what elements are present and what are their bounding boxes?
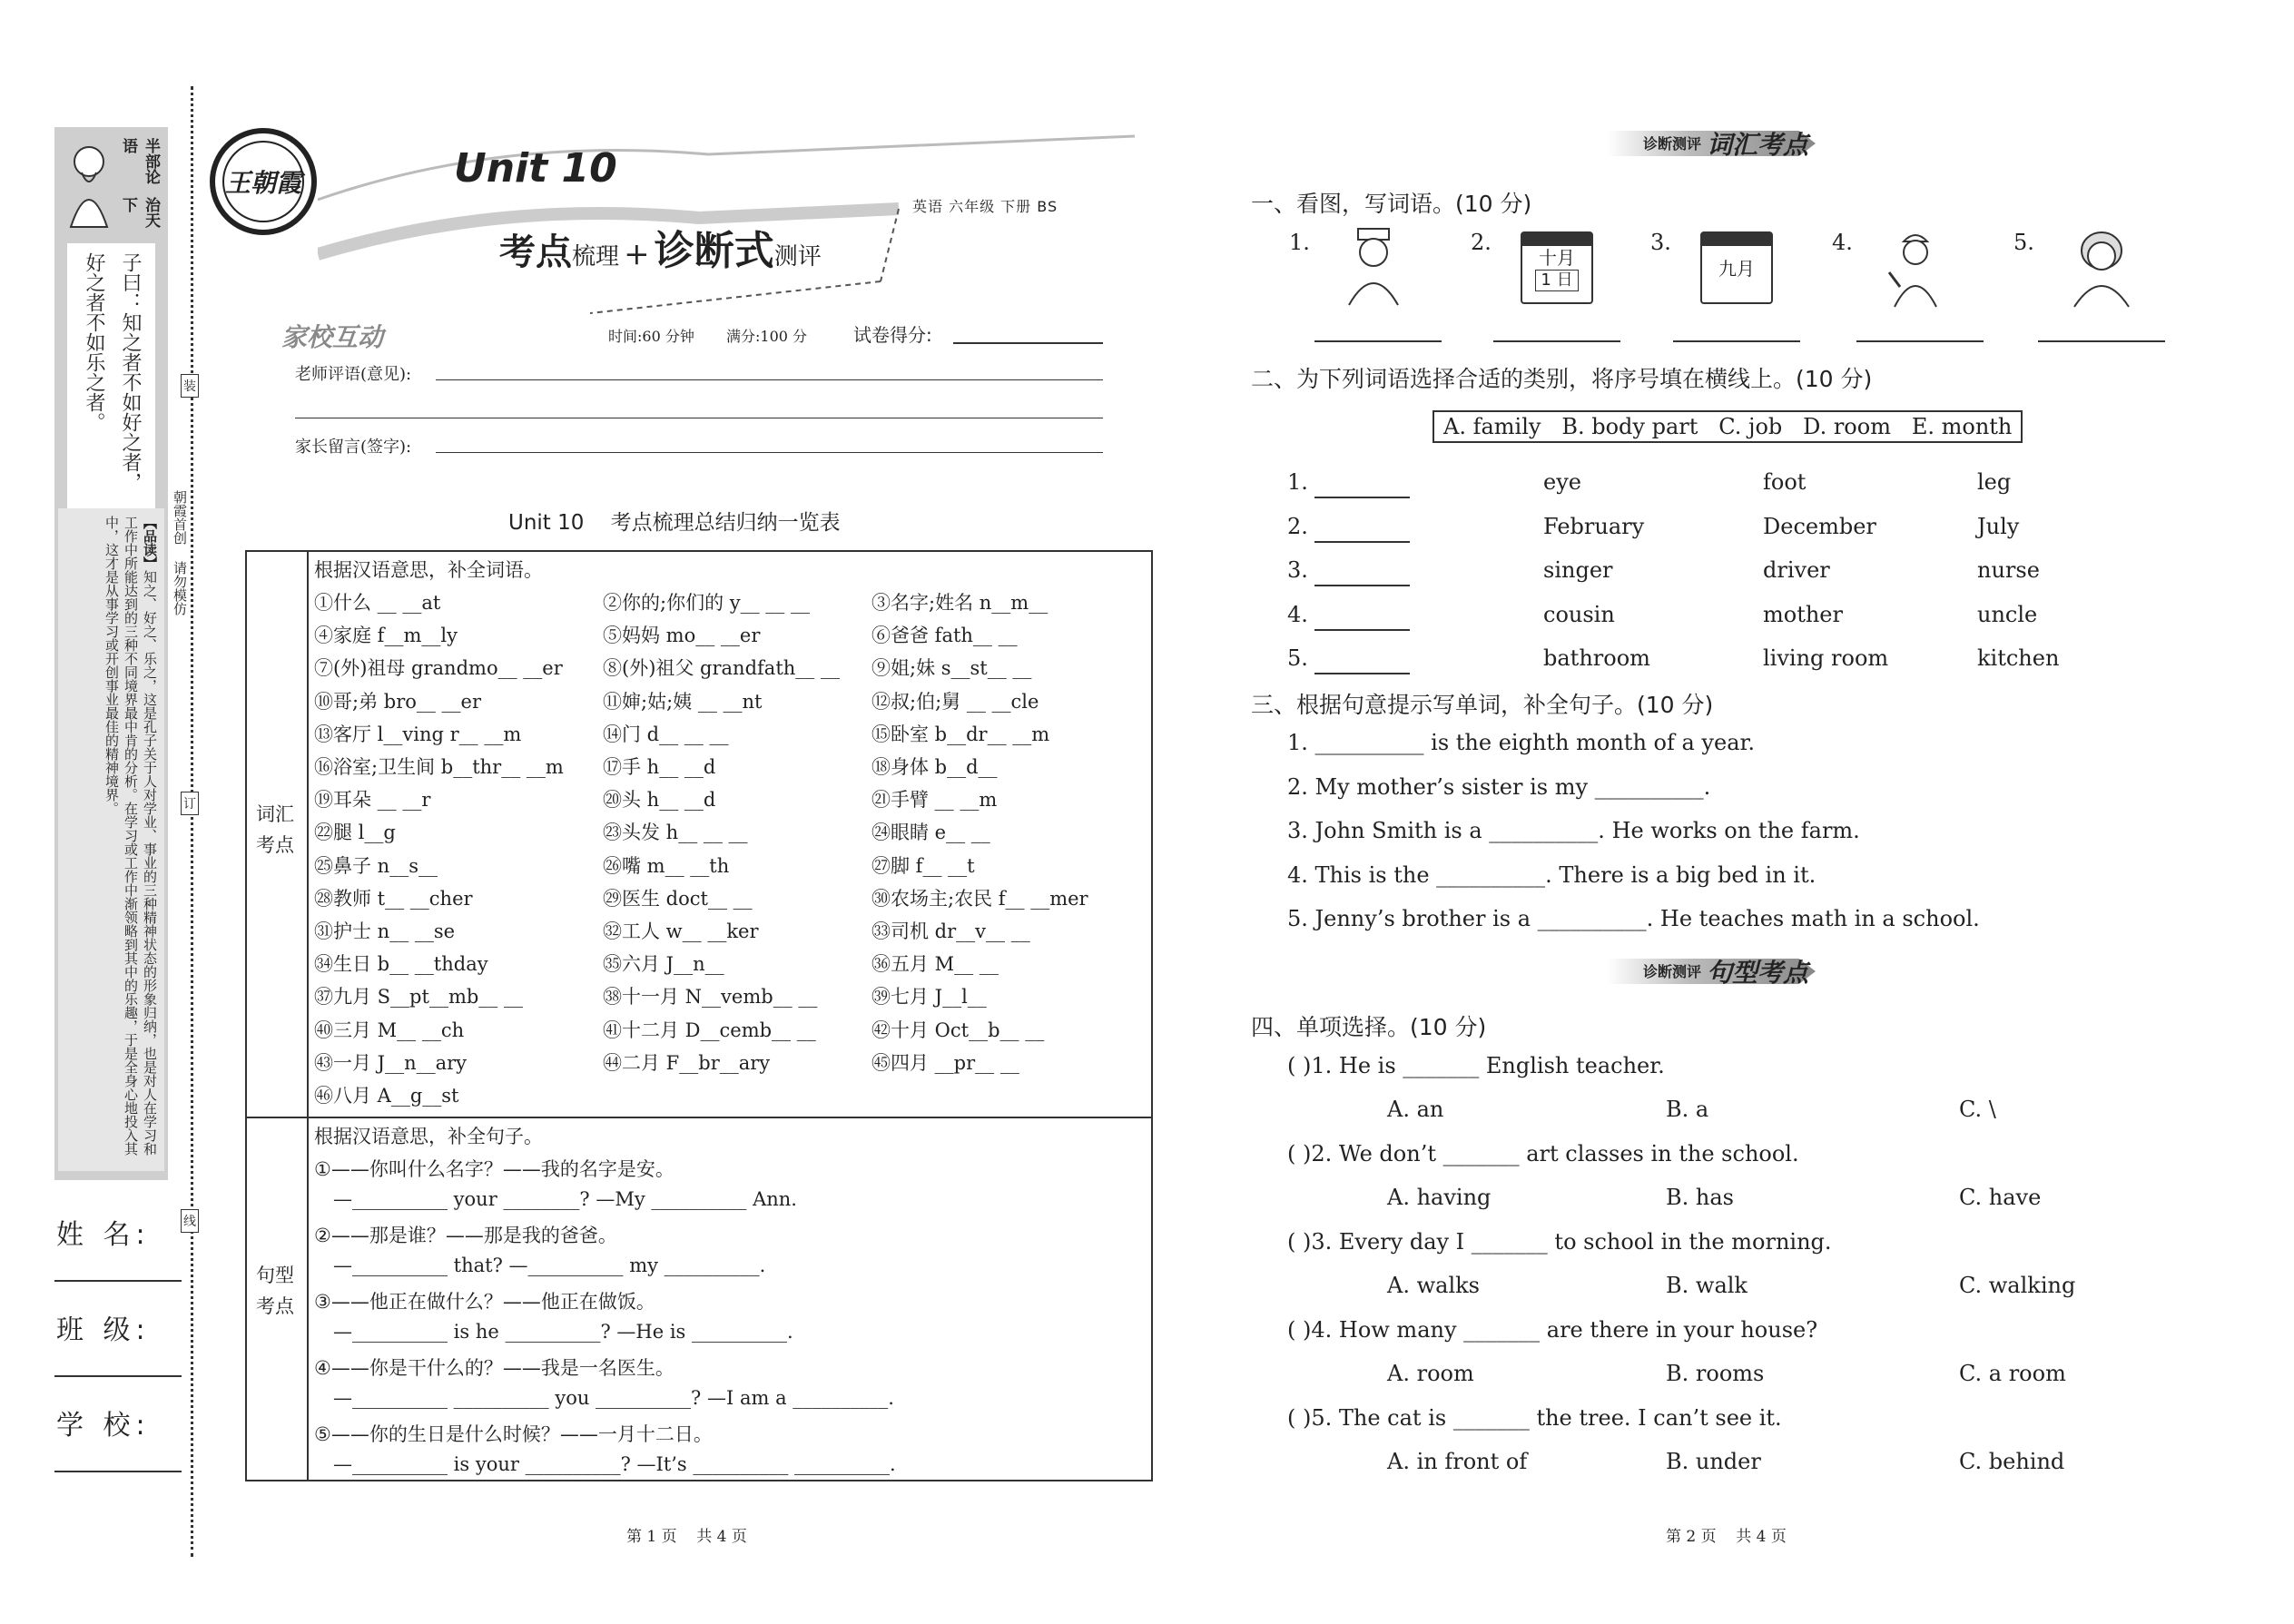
score-label: 试卷得分: (853, 324, 932, 346)
subtitle-b: 梳理 (572, 243, 620, 271)
fill-in-sentence: 5. Jenny’s brother is a __________. He teaches math in a school. (1287, 906, 1980, 931)
vocab-item: ⑩哥;弟 bro__ __er (314, 690, 482, 713)
category-answer-blank[interactable] (1314, 673, 1410, 674)
answer-line-1[interactable] (1314, 340, 1442, 342)
category-word: December (1763, 513, 1876, 539)
vocab-item: ②你的;你们的 y__ __ __ (603, 592, 810, 614)
vocab-item: ㊶十二月 D__cemb__ __ (603, 1019, 816, 1041)
choice-question: ( )2. We don’t _______ art classes in the school. (1287, 1141, 1799, 1166)
category-word: cousin (1543, 601, 1615, 627)
sentence-line: —__________ __________ you __________? —I am a __________. (333, 1386, 894, 1409)
vocab-item: ㉜工人 w__ __ker (603, 920, 759, 942)
full-score: 满分:100 分 (726, 328, 808, 345)
vocab-item: ⑧(外)祖父 grandfath__ __ (603, 657, 840, 680)
fill-in-sentence: 1. __________ is the eighth month of a year. (1287, 730, 1755, 755)
table-title: Unit 10 考点梳理总结归纳一览表 (508, 511, 841, 535)
quote-line-1: 子曰：知之者不如好之者， (119, 252, 142, 492)
category-word: July (1977, 513, 2020, 539)
vocab-item: ㊳十一月 N__vemb__ __ (603, 986, 818, 1009)
vocab-item: ㊱五月 M__ __ (871, 953, 999, 976)
choice-option-b[interactable]: B. rooms (1666, 1361, 1765, 1386)
pic-num-3: 3. (1650, 230, 1671, 255)
cut-mark-2: 订 (181, 792, 199, 815)
vocab-item: ㊻八月 A__g__st (314, 1085, 459, 1107)
cut-mark-3: 线 (181, 1209, 199, 1233)
name-field[interactable] (54, 1280, 182, 1282)
sentence-line: ③——他正在做什么？——他正在做饭。 (314, 1291, 655, 1313)
pic-num-2: 2. (1471, 230, 1492, 255)
choice-option-b[interactable]: B. walk (1666, 1273, 1748, 1298)
vocab-item: ㊷十月 Oct__b__ __ (871, 1019, 1045, 1041)
vocab-item: ㉑手臂 __ __m (871, 789, 998, 812)
sentence-instruction: 根据汉语意思，补全句子。 (314, 1126, 543, 1147)
vocab-item: ⑪婶;姑;姨 __ __nt (603, 690, 763, 713)
parent-comment-line[interactable] (436, 452, 1103, 453)
category-word: kitchen (1977, 645, 2060, 671)
choice-option-b[interactable]: B. has (1666, 1185, 1734, 1210)
category-word: nurse (1977, 557, 2040, 583)
confucius-illustration (62, 136, 116, 236)
choice-option-c[interactable]: C. behind (1959, 1449, 2065, 1474)
vocab-item: ㉗脚 f__ __t (871, 854, 975, 877)
vocab-item: ⑲耳朵 __ __r (314, 789, 431, 812)
logo-text: 王朝霞 (224, 168, 301, 198)
section-3-heading: 三、根据句意提示写单词，补全句子。(10 分) (1251, 692, 1714, 718)
vocab-item: ⑭门 d__ __ __ (603, 723, 729, 745)
school-field[interactable] (54, 1471, 182, 1472)
category-answer-blank[interactable] (1314, 541, 1410, 543)
vocab-item: ㉟六月 J__n__ (603, 953, 724, 976)
teacher-comment-line-1[interactable] (436, 379, 1103, 380)
choice-option-b[interactable]: B. under (1666, 1449, 1761, 1474)
class-field[interactable] (54, 1375, 182, 1377)
vocab-item: ㉒腿 l__g (314, 822, 396, 844)
page-subtitle (499, 218, 822, 276)
vocab-item: ㉖嘴 m__ __th (603, 854, 730, 877)
choice-question: ( )5. The cat is _______ the tree. I can’t see it. (1287, 1405, 1782, 1431)
vocab-item: ㉔眼睛 e__ __ (871, 822, 990, 844)
vocab-section-banner (1607, 125, 1834, 158)
choice-option-a[interactable]: A. an (1387, 1097, 1444, 1122)
fill-in-sentence: 3. John Smith is a __________. He works on the farm. (1287, 818, 1860, 843)
sentence-label: 句型 考点 (256, 1265, 294, 1317)
choice-question: ( )4. How many _______ are there in your house? (1287, 1317, 1818, 1343)
name-label: 姓 名: (56, 1219, 151, 1251)
section-2-heading: 二、为下列词语选择合适的类别，将序号填在横线上。(10 分) (1251, 366, 1873, 392)
commentary-label: 【品读】 (142, 516, 158, 570)
row-number: 2. (1287, 513, 1308, 539)
vocab-item: ⑱身体 b__d__ (871, 756, 998, 778)
vocab-item: ㊵三月 M__ __ch (314, 1019, 465, 1041)
choice-option-c[interactable]: C. a room (1959, 1361, 2066, 1386)
choice-option-b[interactable]: B. a (1666, 1097, 1709, 1122)
category-word: eye (1543, 469, 1581, 495)
vocab-item: ⑳头 h__ __d (603, 789, 716, 812)
strip-title-2: 治天下 (119, 196, 160, 228)
commentary-box (58, 508, 164, 1171)
unit-title: Unit 10 (454, 145, 617, 192)
vocab-item: ①什么 __ __at (314, 592, 441, 614)
choice-option-c[interactable]: C. \ (1959, 1097, 1996, 1122)
side-copyright: 朝霞首创 请勿模仿 (172, 490, 188, 615)
category-answer-blank[interactable] (1314, 497, 1410, 498)
answer-line-5[interactable] (2038, 340, 2165, 342)
vocab-item: ㉕鼻子 n__s__ (314, 854, 438, 877)
vocab-item: ⑥爸爸 fath__ __ (871, 625, 1018, 647)
page-footer-2: 第 2 页 共 4 页 (1666, 1528, 1787, 1546)
vocab-item: ③名字;姓名 n__m__ (871, 592, 1049, 614)
cal1-month: 十月 (1539, 247, 1575, 269)
subtitle-c: 诊断式 (654, 228, 774, 274)
commentary-text: 知之、好之、乐之，这是孔子关于人对学业、事业的三种精神状态的形象归纳，也是对人在学习和工作中所能达到的三种不同境界最中肯的分析。在学习或工作中渐领略到其中的乐趣，于是全身心地投入其中，这才是从事学习或开创事业最佳的精神境界。 (103, 516, 158, 1156)
book-meta: 英语 六年级 下册 BS (912, 198, 1058, 215)
category-word: bathroom (1543, 645, 1650, 671)
row-number: 3. (1287, 557, 1308, 583)
vocab-instruction: 根据汉语意思，补全词语。 (314, 559, 543, 581)
pic-num-4: 4. (1832, 230, 1853, 255)
home-school-label: 家校互动 (281, 322, 384, 352)
choice-option-a[interactable]: A. in front of (1387, 1449, 1528, 1474)
sentence-section-banner (1607, 953, 1834, 986)
answer-line-3[interactable] (1673, 340, 1800, 342)
summary-table (245, 550, 1153, 1481)
choice-option-c[interactable]: C. walking (1959, 1273, 2076, 1298)
vocab-item: ⑬客厅 l__ving r__ __m (314, 723, 522, 745)
cal2-month: 九月 (1718, 258, 1755, 280)
category-word: mother (1763, 601, 1843, 627)
category-word: living room (1763, 645, 1889, 671)
choice-question: ( )3. Every day I _______ to school in the morning. (1287, 1229, 1832, 1255)
sentence-line: ②——那是谁？——那是我的爸爸。 (314, 1225, 617, 1246)
choice-question: ( )1. He is _______ English teacher. (1287, 1053, 1665, 1078)
vocab-item: ㊴七月 J__l__ (871, 986, 987, 1009)
banner2-title: 句型考点 (1707, 958, 1809, 988)
parent-comment-label: 家长留言(签字): (295, 438, 412, 457)
row-number: 1. (1287, 469, 1308, 495)
vocab-item: ㊸一月 J__n__ary (314, 1051, 468, 1074)
vocab-item: ⑦(外)祖母 grandmo__ __er (314, 657, 563, 680)
category-options-box: A. family B. body part C. job D. room E. month (1433, 410, 2023, 443)
vocab-item: ㉓头发 h__ __ __ (603, 822, 748, 844)
binding-dotted-line (191, 86, 193, 1557)
category-word: foot (1763, 469, 1807, 495)
banner1-label: 诊断测评 (1643, 135, 1702, 153)
vocab-item: ㉝司机 dr__v__ __ (871, 920, 1030, 942)
row-number: 5. (1287, 645, 1308, 671)
vocab-item: ⑨姐;妹 s__st__ __ (871, 657, 1032, 680)
category-word: February (1543, 513, 1645, 539)
sentence-line: ①——你叫什么名字？——我的名字是安。 (314, 1158, 674, 1180)
calendar-sep (1700, 231, 1773, 304)
answer-line-2[interactable] (1493, 340, 1620, 342)
school-label: 学 校: (56, 1410, 151, 1442)
pic-num-1: 1. (1289, 230, 1310, 255)
left-strip (54, 127, 168, 1180)
teacher-comment-label: 老师评语(意见): (295, 365, 412, 384)
sentence-line: —__________ that? —__________ my __________. (333, 1254, 766, 1276)
sentence-line: ⑤——你的生日是什么时候？——一月十二日。 (314, 1423, 713, 1445)
subtitle-d: 测评 (773, 243, 822, 271)
choice-option-a[interactable]: A. walks (1387, 1273, 1480, 1298)
fill-in-sentence: 4. This is the __________. There is a big bed in it. (1287, 861, 1816, 888)
vocab-item: ㉞生日 b__ __thday (314, 953, 488, 976)
score-field[interactable] (953, 342, 1103, 344)
sentence-line: —__________ is he __________? —He is __________. (333, 1320, 793, 1343)
section-1-heading: 一、看图，写词语。(10 分) (1251, 191, 1532, 217)
vocab-item: ㉛护士 n__ __se (314, 920, 456, 942)
vocab-item: ⑫叔;伯;舅 __ __cle (871, 690, 1039, 713)
strip-title-1: 半部论语 (119, 138, 160, 184)
category-word: leg (1977, 469, 2012, 495)
banner1-title: 词汇考点 (1707, 130, 1809, 160)
vocab-item: ㉘教师 t__ __cher (314, 887, 473, 910)
row-number: 4. (1287, 601, 1308, 627)
vocab-item: ㉚农场主;农民 f__ __mer (871, 887, 1088, 910)
vocab-item: ㉙医生 doct__ __ (603, 887, 753, 910)
vocab-item: ㊲九月 S__pt__mb__ __ (314, 986, 523, 1009)
category-word: uncle (1977, 601, 2038, 627)
sentence-line: —__________ is your __________? —It’s __________ __________. (333, 1452, 896, 1475)
banner2-label: 诊断测评 (1643, 963, 1702, 980)
vocab-item: ④家庭 f__m__ly (314, 625, 458, 647)
vocab-item: ⑰手 h__ __d (603, 756, 716, 778)
vocab-item: ⑤妈妈 mo__ __er (603, 625, 761, 647)
vocab-item: ㊹二月 F__br__ary (603, 1051, 771, 1074)
sentence-line: —__________ your ________? —My __________ Ann. (333, 1187, 797, 1210)
choice-option-a[interactable]: A. room (1387, 1361, 1474, 1386)
grandmother-picture (2065, 225, 2138, 309)
category-word: singer (1543, 557, 1613, 583)
vocab-item: ⑮卧室 b__dr__ __m (871, 723, 1050, 745)
nurse-picture (1342, 225, 1405, 307)
category-answer-blank[interactable] (1314, 629, 1410, 631)
sentence-line: ④——你是干什么的？——我是一名医生。 (314, 1357, 674, 1379)
calendar-oct1 (1521, 231, 1593, 304)
page-footer-1: 第 1 页 共 4 页 (626, 1528, 747, 1546)
class-label: 班 级: (56, 1314, 151, 1346)
vocab-item: ㊺四月 __pr__ __ (871, 1051, 1019, 1074)
cal1-day: 1 日 (1535, 270, 1579, 291)
cut-mark-1: 装 (181, 374, 199, 398)
subtitle-plus: + (624, 236, 650, 272)
vocab-item: ⑯浴室;卫生间 b__thr__ __m (314, 756, 564, 778)
category-answer-blank[interactable] (1314, 585, 1410, 586)
category-word: driver (1763, 557, 1830, 583)
brand-logo (209, 127, 318, 236)
section-4-heading: 四、单项选择。(10 分) (1251, 1014, 1487, 1040)
fill-in-sentence: 2. My mother’s sister is my __________. (1287, 773, 1711, 800)
choice-option-c[interactable]: C. have (1959, 1185, 2042, 1210)
worker-picture (1884, 227, 1947, 309)
quote-line-2: 好之者不如乐之者。 (83, 252, 105, 432)
choice-option-a[interactable]: A. having (1387, 1185, 1492, 1210)
vocab-label: 词汇 考点 (256, 803, 294, 856)
answer-line-4[interactable] (1856, 340, 1984, 342)
subtitle-a: 考点 (499, 231, 572, 273)
pic-num-5: 5. (2013, 230, 2034, 255)
time-info: 时间:60 分钟 (608, 328, 694, 345)
